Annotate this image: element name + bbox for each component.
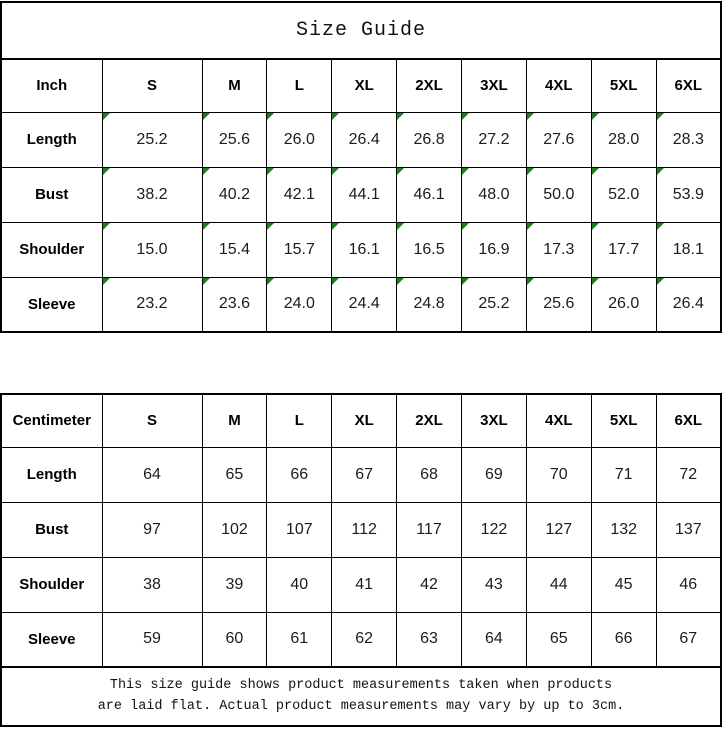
measurement-value-cell (202, 557, 267, 612)
measurement-value: 23.2 (136, 295, 168, 313)
size-header-row (1, 394, 721, 447)
measurement-value: 26.0 (608, 295, 640, 313)
measurement-value-cell (332, 447, 397, 502)
measurement-value: 42.1 (283, 185, 315, 203)
measurement-value: 40 (290, 575, 309, 593)
measurement-value: 16.5 (413, 240, 445, 258)
green-corner-flag-icon (267, 113, 274, 120)
measurement-value: 25.6 (543, 295, 575, 313)
size-column-header: XL (332, 59, 397, 112)
measurement-value: 72 (679, 465, 698, 483)
measurement-value-cell (267, 612, 332, 667)
measurement-value-cell (656, 112, 721, 167)
measurement-value-cell (267, 277, 332, 332)
size-column-header: XL (332, 394, 397, 447)
green-corner-flag-icon (462, 113, 469, 120)
measurement-value: 18.1 (672, 240, 704, 258)
measurement-value: 24.0 (283, 295, 315, 313)
measurement-value-cell (102, 112, 202, 167)
measurement-value-cell (591, 277, 656, 332)
measurement-value-cell (526, 112, 591, 167)
green-corner-flag-icon (203, 113, 210, 120)
measurement-row (1, 167, 721, 222)
unit-header-cell: Inch (1, 59, 102, 112)
measurement-value: 66 (614, 630, 633, 648)
green-corner-flag-icon (203, 223, 210, 230)
measurement-value-cell (656, 167, 721, 222)
measurement-value-cell (267, 112, 332, 167)
measurement-value: 62 (355, 630, 374, 648)
measurement-row (1, 447, 721, 502)
measurement-value: 59 (143, 630, 161, 648)
measurement-value: 102 (221, 520, 248, 538)
measurement-value: 24.4 (348, 295, 380, 313)
unit-header-cell: Centimeter (1, 394, 102, 447)
measurement-value-cell (102, 612, 202, 667)
size-column-header: 4XL (526, 59, 591, 112)
green-corner-flag-icon (203, 278, 210, 285)
measurement-value: 60 (225, 630, 244, 648)
size-column-header: L (267, 59, 332, 112)
measurement-label: Shoulder (1, 557, 102, 612)
green-corner-flag-icon (332, 113, 339, 120)
measurement-label: Sleeve (1, 277, 102, 332)
measurement-value: 24.8 (413, 295, 445, 313)
measurement-value-cell (462, 167, 527, 222)
size-column-header: 6XL (656, 59, 721, 112)
green-corner-flag-icon (267, 223, 274, 230)
page-title: Size Guide (295, 19, 427, 42)
measurement-value: 70 (549, 465, 568, 483)
measurement-value: 71 (614, 465, 633, 483)
measurement-value-cell (656, 222, 721, 277)
measurement-value: 25.6 (218, 130, 250, 148)
size-column-header: S (102, 394, 202, 447)
green-corner-flag-icon (203, 168, 210, 175)
measurement-value: 52.0 (608, 185, 640, 203)
measurement-value: 46.1 (413, 185, 445, 203)
measurement-value-cell (591, 112, 656, 167)
measurement-value: 17.3 (543, 240, 575, 258)
green-corner-flag-icon (397, 168, 404, 175)
measurement-value: 117 (416, 520, 442, 538)
measurement-value: 38.2 (136, 185, 168, 203)
measurement-value-cell (202, 112, 267, 167)
measurement-value-cell (102, 167, 202, 222)
measurement-value-cell (591, 447, 656, 502)
measurement-value-cell (526, 557, 591, 612)
measurement-value-cell (332, 612, 397, 667)
size-column-header: 2XL (397, 394, 462, 447)
measurement-value-cell (102, 502, 202, 557)
measurement-value-cell (397, 502, 462, 557)
measurement-value-cell (591, 222, 656, 277)
size-column-header: 3XL (462, 394, 527, 447)
green-corner-flag-icon (592, 113, 599, 120)
measurement-value-cell (102, 447, 202, 502)
measurement-value-cell (102, 557, 202, 612)
title-box (0, 1, 722, 58)
measurement-label: Length (1, 447, 102, 502)
measurement-value-cell (267, 222, 332, 277)
measurement-value-cell (656, 557, 721, 612)
measurement-value-cell (102, 277, 202, 332)
measurement-value-cell (591, 557, 656, 612)
measurement-value: 25.2 (136, 130, 168, 148)
measurement-value-cell (332, 112, 397, 167)
measurement-value-cell (332, 277, 397, 332)
measurement-value: 68 (420, 465, 438, 483)
measurement-value-cell (656, 447, 721, 502)
measurement-value-cell (267, 167, 332, 222)
measurement-value: 63 (420, 630, 438, 648)
measurement-value: 17.7 (608, 240, 640, 258)
measurement-value: 48.0 (478, 185, 510, 203)
measurement-value: 27.2 (478, 130, 510, 148)
green-corner-flag-icon (397, 113, 404, 120)
measurement-value: 15.0 (136, 240, 168, 258)
measurement-value: 15.7 (283, 240, 315, 258)
green-corner-flag-icon (462, 223, 469, 230)
green-corner-flag-icon (103, 168, 110, 175)
measurement-value: 132 (610, 520, 638, 538)
measurement-value-cell (397, 277, 462, 332)
measurement-value: 41 (355, 575, 374, 593)
measurement-value: 16.1 (348, 240, 380, 258)
measurement-value-cell (397, 167, 462, 222)
size-column-header: M (202, 394, 267, 447)
green-corner-flag-icon (657, 113, 664, 120)
green-corner-flag-icon (332, 168, 339, 175)
green-corner-flag-icon (527, 278, 534, 285)
measurement-value-cell (332, 167, 397, 222)
measurement-value-cell (202, 277, 267, 332)
measurement-value: 26.4 (672, 295, 704, 313)
measurement-value: 28.0 (608, 130, 640, 148)
measurement-value: 26.4 (348, 130, 380, 148)
measurement-value: 39 (225, 575, 244, 593)
measurement-value: 112 (351, 520, 377, 538)
footer-note-line1: This size guide shows product measurements taken when products (109, 677, 613, 693)
measurement-value: 45 (614, 575, 633, 593)
measurement-value-cell (267, 502, 332, 557)
measurement-value: 26.8 (413, 130, 445, 148)
size-column-header: M (202, 59, 267, 112)
measurement-label: Bust (1, 167, 102, 222)
measurement-value: 53.9 (672, 185, 704, 203)
measurement-value: 50.0 (543, 185, 575, 203)
measurement-value: 43 (485, 575, 503, 593)
measurement-value: 25.2 (478, 295, 510, 313)
measurement-value: 61 (290, 630, 309, 648)
footer-note (0, 668, 722, 727)
measurement-value: 69 (485, 465, 503, 483)
measurement-value: 66 (290, 465, 309, 483)
measurement-value-cell (202, 502, 267, 557)
green-corner-flag-icon (462, 278, 469, 285)
measurement-value-cell (526, 502, 591, 557)
measurement-value: 27.6 (543, 130, 575, 148)
green-corner-flag-icon (332, 223, 339, 230)
measurement-value: 44 (549, 575, 568, 593)
measurement-value: 97 (143, 520, 161, 538)
measurement-value-cell (202, 447, 267, 502)
measurement-value-cell (397, 557, 462, 612)
measurement-value-cell (267, 447, 332, 502)
measurement-value-cell (202, 612, 267, 667)
measurement-label: Bust (1, 502, 102, 557)
measurement-value-cell (202, 167, 267, 222)
measurement-value-cell (462, 277, 527, 332)
size-column-header: 6XL (656, 394, 721, 447)
measurement-value: 42 (420, 575, 438, 593)
green-corner-flag-icon (103, 223, 110, 230)
green-corner-flag-icon (103, 113, 110, 120)
green-corner-flag-icon (527, 223, 534, 230)
green-corner-flag-icon (657, 223, 664, 230)
green-corner-flag-icon (332, 278, 339, 285)
size-column-header: 3XL (462, 59, 527, 112)
measurement-value-cell (462, 612, 527, 667)
measurement-value: 127 (545, 520, 573, 538)
size-column-header: 5XL (591, 394, 656, 447)
measurement-value-cell (397, 112, 462, 167)
measurement-value-cell (397, 612, 462, 667)
measurement-value-cell (591, 167, 656, 222)
measurement-value-cell (526, 222, 591, 277)
table-gap-spacer (0, 333, 722, 393)
green-corner-flag-icon (267, 168, 274, 175)
measurement-value-cell (526, 167, 591, 222)
measurement-value-cell (526, 612, 591, 667)
green-corner-flag-icon (527, 168, 534, 175)
measurement-value: 67 (679, 630, 698, 648)
measurement-value: 107 (285, 520, 313, 538)
measurement-label: Length (1, 112, 102, 167)
measurement-value: 122 (480, 520, 508, 538)
measurement-value: 46 (679, 575, 698, 593)
measurement-value: 44.1 (348, 185, 380, 203)
measurement-row (1, 502, 721, 557)
measurement-value-cell (202, 222, 267, 277)
green-corner-flag-icon (592, 168, 599, 175)
measurement-label: Sleeve (1, 612, 102, 667)
measurement-value-cell (462, 112, 527, 167)
size-column-header: S (102, 59, 202, 112)
measurement-value-cell (526, 277, 591, 332)
measurement-value-cell (332, 222, 397, 277)
measurement-value: 65 (549, 630, 568, 648)
measurement-value-cell (332, 557, 397, 612)
centimeter-size-table (0, 393, 722, 668)
measurement-row (1, 277, 721, 332)
measurement-value-cell (397, 447, 462, 502)
green-corner-flag-icon (592, 223, 599, 230)
measurement-row (1, 222, 721, 277)
size-header-row (1, 59, 721, 112)
size-column-header: 2XL (397, 59, 462, 112)
green-corner-flag-icon (527, 113, 534, 120)
measurement-row (1, 112, 721, 167)
measurement-value-cell (591, 502, 656, 557)
measurement-value-cell (656, 502, 721, 557)
green-corner-flag-icon (592, 278, 599, 285)
measurement-value: 64 (485, 630, 503, 648)
measurement-row (1, 612, 721, 667)
measurement-label: Shoulder (1, 222, 102, 277)
measurement-value-cell (526, 447, 591, 502)
measurement-value-cell (462, 447, 527, 502)
measurement-value: 40.2 (218, 185, 250, 203)
measurement-value-cell (102, 222, 202, 277)
measurement-value: 28.3 (672, 130, 704, 148)
green-corner-flag-icon (397, 223, 404, 230)
measurement-value: 38 (143, 575, 161, 593)
green-corner-flag-icon (657, 278, 664, 285)
inch-size-table (0, 58, 722, 333)
size-column-header: 5XL (591, 59, 656, 112)
green-corner-flag-icon (462, 168, 469, 175)
measurement-value-cell (656, 277, 721, 332)
green-corner-flag-icon (103, 278, 110, 285)
measurement-value-cell (397, 222, 462, 277)
measurement-value-cell (462, 222, 527, 277)
green-corner-flag-icon (657, 168, 664, 175)
measurement-value: 15.4 (218, 240, 250, 258)
measurement-value: 137 (674, 520, 702, 538)
measurement-value-cell (267, 557, 332, 612)
green-corner-flag-icon (267, 278, 274, 285)
green-corner-flag-icon (397, 278, 404, 285)
footer-note-line2: are laid flat. Actual product measurements may vary by up to 3cm. (97, 698, 625, 714)
measurement-value-cell (591, 612, 656, 667)
measurement-value-cell (462, 557, 527, 612)
measurement-value: 23.6 (218, 295, 250, 313)
measurement-row (1, 557, 721, 612)
measurement-value-cell (656, 612, 721, 667)
measurement-value: 16.9 (478, 240, 510, 258)
measurement-value-cell (332, 502, 397, 557)
measurement-value: 64 (143, 465, 161, 483)
measurement-value-cell (462, 502, 527, 557)
measurement-value: 67 (355, 465, 374, 483)
measurement-value: 65 (225, 465, 244, 483)
measurement-value: 26.0 (283, 130, 315, 148)
size-column-header: 4XL (526, 394, 591, 447)
size-column-header: L (267, 394, 332, 447)
